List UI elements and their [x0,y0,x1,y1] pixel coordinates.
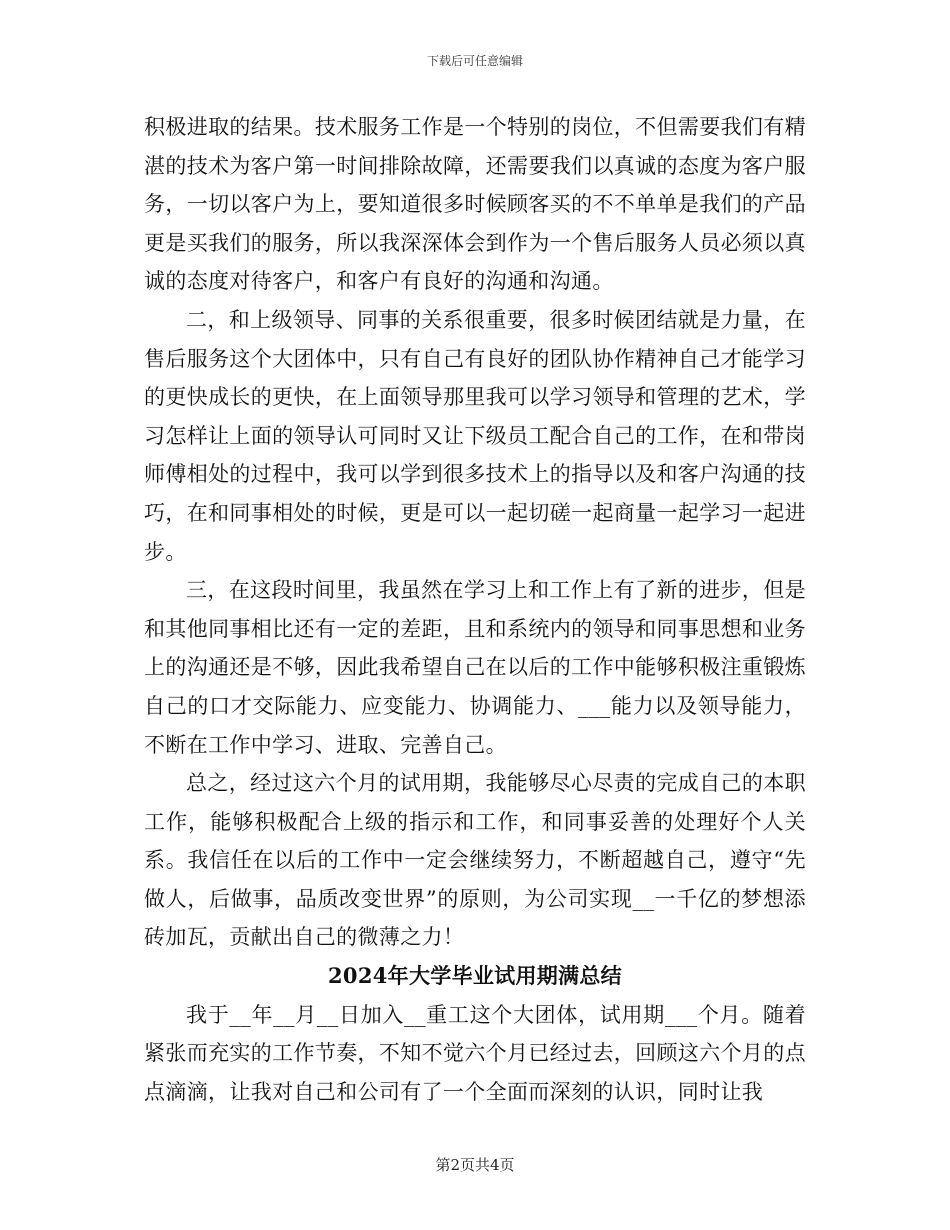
page-number: 第2页共4页 [435,1156,515,1174]
section-title: 2024年大学毕业试用期满总结 [328,963,622,989]
paragraph-improvement: 三，在这段时间里，我虽然在学习上和工作上有了新的进步，但是和其他同事相比还有一定的差距，且和系统内的领导和同事思想和业务上的沟通还是不够，因此我希望自己在以后的工作中能够积极注重锻炼自己的口才交际能力、应变能力、协调能力、___能力以及领导能力，不断在工作中学习、进取、完善自己。 [144,578,806,757]
paragraph-results: 积极进取的结果。技术服务工作是一个特别的岗位，不但需要我们有精湛的技术为客户第一时间排除故障，还需要我们以真诚的态度为客户服务，一切以客户为上，要知道很多时候顾客买的不不单单是我们的产品更是买我们的服务，所以我深深体会到作为一个售后服务人员必须以真诚的态度对待客户，和客户有良好的沟通和沟通。 [144,115,806,294]
paragraph-introduction: 我于__年__月__日加入__重工这个大团体，试用期___个月。随着紧张而充实的工作节奏，不知不觉六个月已经过去，回顾这六个月的点点滴滴，让我对自己和公司有了一个全面而深刻的认识，同时让我 [144,1002,806,1104]
paragraph-relationships: 二，和上级领导、同事的关系很重要，很多时候团结就是力量，在售后服务这个大团体中，只有自己有良好的团队协作精神自己才能学习的更快成长的更快，在上面领导那里我可以学习领导和管理的艺术，学习怎样让上面的领导认可同时又让下级员工配合自己的工作，在和带岗师傅相处的过程中，我可以学到很多技术上的指导以及和客户沟通的技巧，在和同事相处的时候，更是可以一起切磋一起商量一起学习一起进步。 [144,307,806,564]
paragraph-conclusion: 总之，经过这六个月的试用期，我能够尽心尽责的完成自己的本职工作，能够积极配合上级的指示和工作，和同事妥善的处理好个人关系。我信任在以后的工作中一定会继续努力，不断超越自己，遵守“先做人，后做事，品质改变世界”的原则，为公司实现__一千亿的梦想添砖加瓦，贡献出自己的微薄之力！ [144,771,806,950]
page-header-note: 下载后可任意编辑 [426,54,523,68]
document-body [144,108,806,1111]
